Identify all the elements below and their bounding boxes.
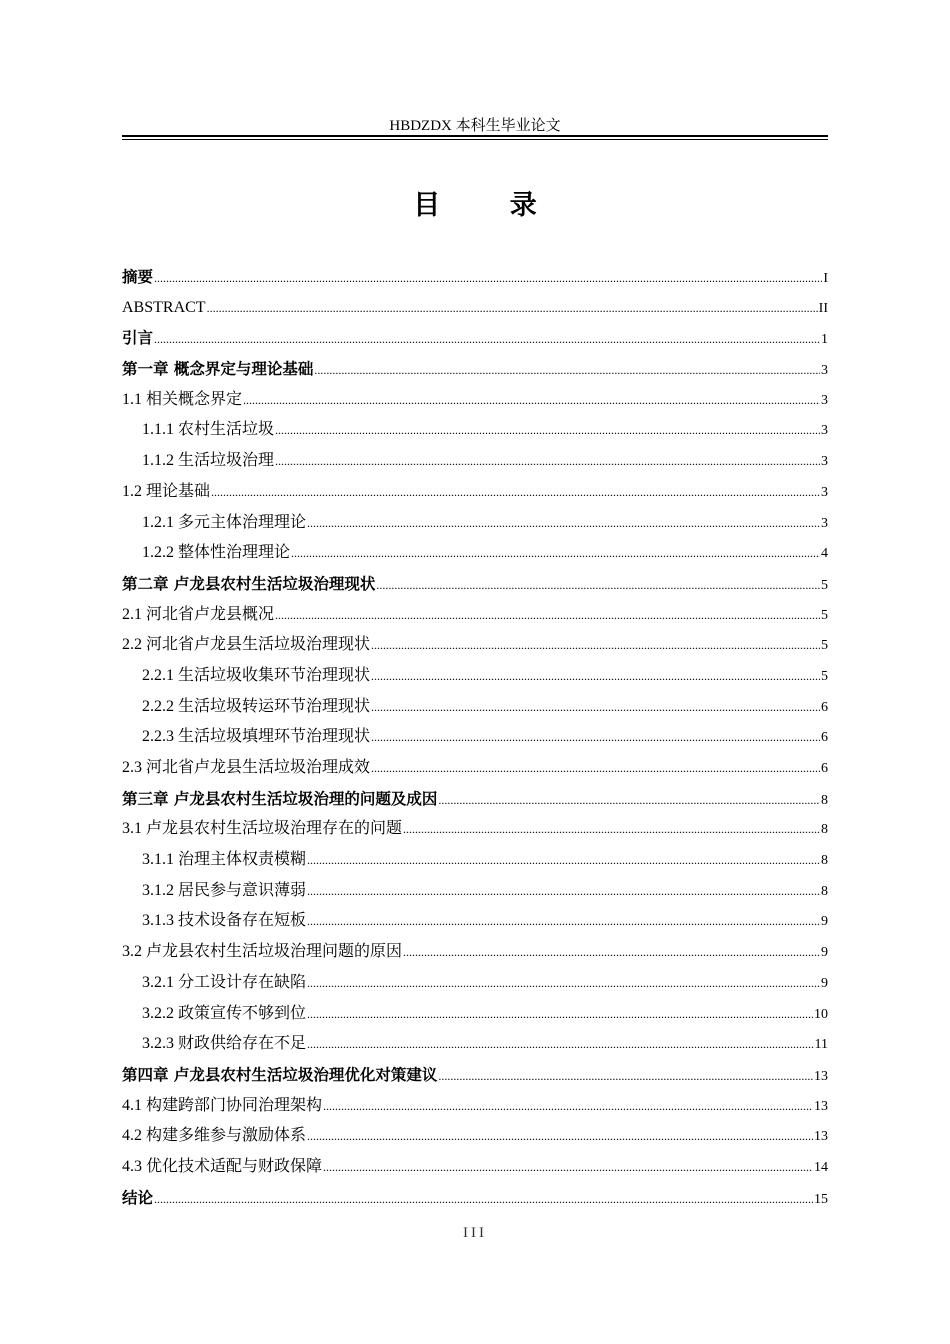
toc-entry[interactable]: [122, 262, 828, 293]
toc-entry[interactable]: [122, 937, 828, 968]
toc-leader-dots: [314, 355, 820, 386]
toc-leader-dots: [154, 324, 820, 355]
toc-leader-dots: [243, 385, 820, 416]
toc-leader-dots: [307, 508, 820, 539]
toc-entry-label: 摘要: [122, 268, 154, 286]
toc-entry[interactable]: [122, 722, 828, 753]
toc-entry-page: 3: [821, 484, 828, 500]
toc-entry[interactable]: [122, 630, 828, 661]
toc-entry-page: 14: [814, 1159, 828, 1175]
toc-entry-page: 8: [821, 883, 828, 899]
toc-entry-label: 1.1.2 生活垃圾治理: [142, 452, 275, 470]
toc-entry-label: 4.3 优化技术适配与财政保障: [122, 1157, 323, 1175]
toc-entry[interactable]: [122, 999, 828, 1030]
header-rule-thin: [122, 139, 828, 140]
toc-entry-label: 结论: [122, 1188, 154, 1207]
toc-entry-label: 第四章 卢龙县农村生活垃圾治理优化对策建议: [122, 1065, 438, 1084]
toc-entry-page: 9: [821, 975, 828, 991]
toc-entry-label: 2.1 河北省卢龙县概况: [122, 605, 275, 623]
toc-entry-label: 4.1 构建跨部门协同治理架构: [122, 1096, 323, 1114]
toc-leader-dots: [438, 1061, 813, 1092]
toc-entry[interactable]: [122, 1029, 828, 1060]
toc-entry-label: 3.1 卢龙县农村生活垃圾治理存在的问题: [122, 820, 403, 838]
toc-entry-label: 3.2.2 政策宣传不够到位: [142, 1004, 307, 1022]
toc-entry-label: ABSTRACT: [122, 298, 206, 316]
toc-leader-dots: [211, 477, 820, 508]
toc-entry-label: 1.2.1 多元主体治理理论: [142, 513, 307, 531]
toc-entry-page: 9: [821, 945, 828, 961]
toc-entry-label: 1.1.1 农村生活垃圾: [142, 421, 275, 439]
toc-entry[interactable]: [122, 538, 828, 569]
toc-entry[interactable]: [122, 906, 828, 937]
toc-entry[interactable]: [122, 845, 828, 876]
toc-entry[interactable]: [122, 293, 828, 324]
toc-entry[interactable]: [122, 508, 828, 539]
toc-entry[interactable]: [122, 446, 828, 477]
toc-entry[interactable]: [122, 968, 828, 999]
toc-leader-dots: [323, 1152, 813, 1183]
toc-leader-dots: [307, 906, 820, 937]
toc-entry-label: 第二章 卢龙县农村生活垃圾治理现状: [122, 574, 376, 593]
toc-entry-page: 5: [821, 607, 828, 623]
toc-entry-page: 8: [821, 792, 828, 808]
toc-entry[interactable]: [122, 415, 828, 446]
toc-entry[interactable]: [122, 1060, 828, 1091]
toc-entry-label: 2.3 河北省卢龙县生活垃圾治理成效: [122, 759, 371, 776]
header-rule-thick: [122, 135, 828, 137]
table-of-contents: [122, 262, 828, 1213]
toc-leader-dots: [323, 1091, 813, 1122]
toc-leader-dots: [154, 1184, 813, 1215]
toc-entry-page: 6: [821, 761, 828, 776]
toc-entry-label: 3.2.1 分工设计存在缺陷: [142, 973, 307, 991]
toc-entry-label: 2.2.1 生活垃圾收集环节治理现状: [142, 666, 371, 684]
toc-entry[interactable]: [122, 323, 828, 354]
toc-entry-label: 3.1.1 治理主体权责模糊: [142, 851, 307, 869]
toc-entry-page: 3: [821, 363, 828, 379]
toc-entry-label: 3.2.3 财政供给存在不足: [142, 1035, 307, 1053]
toc-entry-page: 10: [814, 1006, 828, 1022]
toc-entry[interactable]: [122, 814, 828, 845]
toc-leader-dots: [307, 968, 820, 999]
toc-leader-dots: [307, 1121, 813, 1152]
toc-entry-page: 3: [821, 454, 828, 470]
toc-leader-dots: [371, 753, 820, 784]
toc-entry-label: 引言: [122, 329, 154, 348]
toc-entry-label: 第一章 概念界定与理论基础: [122, 360, 314, 379]
toc-entry[interactable]: [122, 1152, 828, 1183]
toc-leader-dots: [275, 415, 820, 446]
toc-entry-page: II: [818, 300, 828, 316]
toc-leader-dots: [275, 600, 820, 631]
toc-entry-page: 6: [821, 730, 828, 746]
toc-entry-page: 1: [821, 332, 828, 348]
toc-leader-dots: [307, 999, 813, 1030]
toc-entry-page: 13: [814, 1068, 828, 1084]
toc-leader-dots: [291, 538, 820, 569]
toc-entry-page: 5: [821, 638, 828, 654]
toc-entry[interactable]: [122, 784, 828, 815]
toc-entry[interactable]: [122, 692, 828, 723]
toc-entry-page: 4: [821, 546, 828, 562]
toc-entry-label: 1.2.2 整体性治理理论: [142, 544, 291, 562]
toc-leader-dots: [275, 446, 820, 477]
toc-leader-dots: [371, 661, 820, 692]
toc-leader-dots: [371, 630, 820, 661]
toc-entry-page: 8: [821, 822, 828, 838]
toc-entry[interactable]: [122, 1121, 828, 1152]
running-header: HBDZDX 本科生毕业论文: [389, 118, 561, 134]
toc-entry-page: 15: [814, 1191, 828, 1207]
toc-entry-label: 3.1.2 居民参与意识薄弱: [142, 881, 307, 899]
toc-entry[interactable]: [122, 753, 828, 784]
toc-entry-page: 3: [821, 423, 828, 439]
toc-leader-dots: [371, 692, 820, 723]
toc-entry-label: 1.1 相关概念界定: [122, 390, 243, 408]
toc-entry-label: 3.1.3 技术设备存在短板: [142, 912, 307, 930]
toc-entry-page: 5: [821, 577, 828, 593]
toc-entry[interactable]: [122, 876, 828, 907]
toc-entry[interactable]: [122, 1183, 828, 1214]
toc-entry-label: 第三章 卢龙县农村生活垃圾治理的问题及成因: [122, 789, 438, 808]
toc-entry-page: 9: [821, 914, 828, 930]
toc-entry[interactable]: [122, 385, 828, 416]
toc-entry[interactable]: [122, 569, 828, 600]
toc-entry-page: 8: [821, 853, 828, 869]
toc-entry[interactable]: [122, 1091, 828, 1122]
toc-entry-label: 3.2 卢龙县农村生活垃圾治理问题的原因: [122, 943, 403, 961]
toc-entry-page: 11: [814, 1037, 828, 1053]
toc-leader-dots: [207, 293, 818, 324]
toc-leader-dots: [307, 876, 820, 907]
toc-entry-page: I: [823, 271, 828, 286]
toc-entry-page: 6: [821, 699, 828, 715]
toc-leader-dots: [403, 814, 820, 845]
toc-leader-dots: [376, 570, 820, 601]
toc-entry[interactable]: [122, 354, 828, 385]
toc-entry-page: 3: [821, 392, 828, 408]
toc-leader-dots: [403, 937, 820, 968]
toc-entry-label: 2.2.2 生活垃圾转运环节治理现状: [142, 697, 371, 715]
toc-entry-page: 13: [814, 1098, 828, 1114]
toc-entry-page: 3: [821, 515, 828, 531]
toc-leader-dots: [154, 263, 822, 294]
toc-entry-page: 13: [814, 1129, 828, 1145]
toc-entry-label: 2.2.3 生活垃圾填埋环节治理现状: [142, 728, 371, 746]
toc-entry-label: 1.2 理论基础: [122, 482, 211, 500]
page-number: III: [463, 1225, 487, 1241]
toc-entry[interactable]: [122, 477, 828, 508]
toc-entry-page: 5: [821, 668, 828, 684]
toc-entry[interactable]: [122, 600, 828, 631]
toc-entry-label: 2.2 河北省卢龙县生活垃圾治理现状: [122, 636, 371, 654]
toc-entry[interactable]: [122, 661, 828, 692]
toc-leader-dots: [307, 845, 820, 876]
toc-entry-label: 4.2 构建多维参与激励体系: [122, 1127, 307, 1145]
toc-leader-dots: [307, 1029, 814, 1060]
page-title: 目 录: [413, 190, 567, 221]
toc-leader-dots: [438, 785, 820, 816]
toc-leader-dots: [371, 722, 820, 753]
